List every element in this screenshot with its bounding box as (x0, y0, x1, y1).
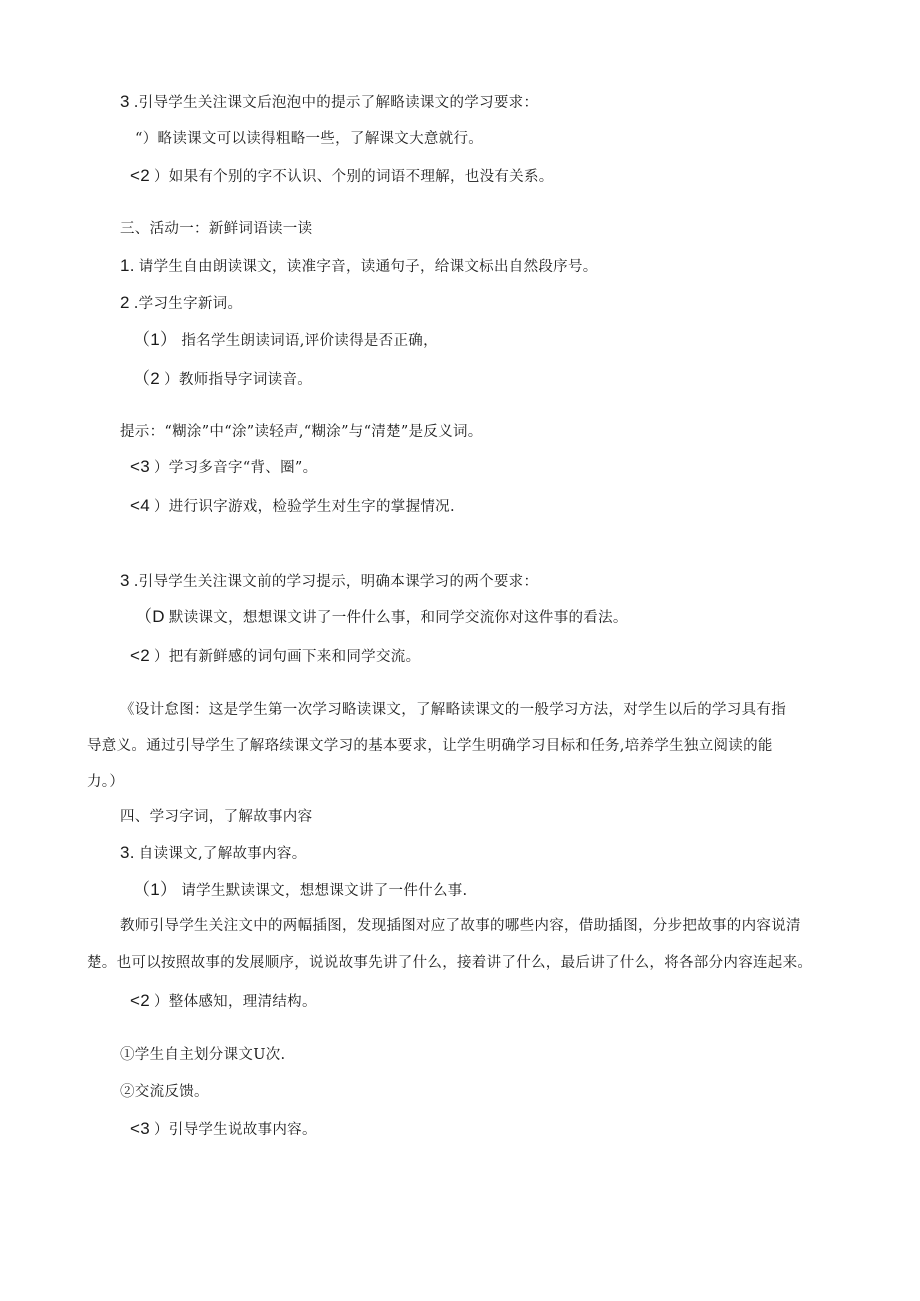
item-number: 3 (120, 92, 130, 111)
line-text: ）把有新鲜感的词句画下来和同学交流。 (153, 649, 421, 665)
line-text: 请学生自由朗读课文，读准字音，读通句子，给课文标出自然段序号。 (138, 259, 598, 275)
paragraph-line (120, 92, 538, 113)
paragraph-line (120, 1082, 209, 1102)
line-text: 三、活动一：新鲜词语读一读 (120, 221, 313, 237)
paragraph-line (130, 991, 317, 1012)
item-number: （1） (133, 880, 178, 899)
line-text: .引导学生关注课文前的学习提示，明确本课学习的两个要求： (133, 574, 539, 590)
item-number: （D (135, 607, 165, 626)
line-text: “）略读课文可以读得粗略一些，了解课文大意就行。 (135, 131, 484, 147)
item-number: 3 (120, 571, 130, 590)
line-text: 楚。也可以按照故事的发展顺序，说说故事先讲了什么，接着讲了什么，最后讲了什么，将各部分内容连起来。 (87, 955, 813, 971)
item-number: <4 (130, 496, 150, 515)
design-intent-line (87, 772, 124, 792)
line-text: ②交流反馈。 (120, 1084, 209, 1100)
line-text: ）学习多音字“背、圈”。 (153, 460, 318, 476)
paragraph-line (130, 496, 455, 517)
item-number: <3 (130, 457, 150, 476)
line-text: ）如果有个别的字不认识、个别的词语不理解，也没有关系。 (153, 169, 554, 185)
line-text: 《设计怠图：这是学生第一次学习略读课文，了解略读课文的一般学习方法，对学生以后的学习具有指 (120, 702, 786, 718)
paragraph-line (130, 457, 317, 478)
paragraph-line (87, 953, 812, 973)
item-number: <2 (130, 991, 150, 1010)
paragraph-line (120, 293, 242, 314)
section-heading (120, 807, 312, 827)
line-text: 导意义。通过引导学生了解珞续课文学习的基本要求，让学生明确学习目标和任务,培养学生独立阅读的能 (87, 738, 773, 754)
paragraph-line (135, 607, 628, 628)
section-heading (120, 219, 312, 239)
paragraph-line (130, 1119, 317, 1140)
line-text: .引导学生关注课文后泡泡中的提示了解略读课文的学习要求： (133, 95, 539, 111)
paragraph-line (135, 129, 483, 149)
line-text: 四、学习字词，了解故事内容 (120, 809, 313, 825)
line-text: 指名学生朗读词语,评价读得是否正确， (181, 333, 438, 349)
item-number: <2 (130, 646, 150, 665)
item-number: 2 (120, 293, 130, 312)
paragraph-line (120, 1045, 285, 1065)
line-text: .学习生字新词。 (133, 296, 243, 312)
item-number: 1. (120, 256, 135, 275)
paragraph-line (120, 571, 538, 592)
paragraph-line (130, 646, 420, 667)
item-number: 3. (120, 843, 135, 862)
item-number: （2 (133, 369, 161, 388)
line-text: 力。） (87, 774, 125, 790)
paragraph-line (130, 166, 554, 187)
item-number: （1） (133, 330, 178, 349)
line-text: 默读课文，想想课文讲了一件什么事，和同学交流你对这件事的看法。 (168, 610, 628, 626)
line-text: 教师引导学生关注文中的两幅插图，发现插图对应了故事的哪些内容，借助插图，分步把故事的内容说清 (120, 918, 801, 934)
paragraph-line (120, 843, 307, 864)
line-text: ）教师指导字词读音。 (164, 372, 313, 388)
design-intent-line (120, 700, 786, 720)
design-intent-line (87, 736, 773, 756)
line-text: ）整体感知，理清结构。 (153, 994, 317, 1010)
paragraph-line (133, 880, 467, 901)
line-text: ）引导学生说故事内容。 (153, 1122, 317, 1138)
line-text: 提示：“糊涂”中“涂”读轻声,“糊涂”与“清楚”是反义词。 (120, 424, 483, 440)
paragraph-line (120, 916, 801, 936)
item-number: <2 (130, 166, 150, 185)
paragraph-line (120, 256, 598, 277)
line-text: 请学生默读课文，想想课文讲了一件什么事. (181, 883, 468, 899)
line-text: ①学生自主划分课文U次. (120, 1047, 286, 1063)
paragraph-line (133, 369, 312, 390)
line-text: ）进行识字游戏，检验学生对生字的掌握情况. (153, 499, 455, 515)
item-number: <3 (130, 1119, 150, 1138)
line-text: 自读课文,了解故事内容。 (138, 846, 307, 862)
paragraph-line (120, 422, 483, 442)
paragraph-line (133, 330, 438, 351)
